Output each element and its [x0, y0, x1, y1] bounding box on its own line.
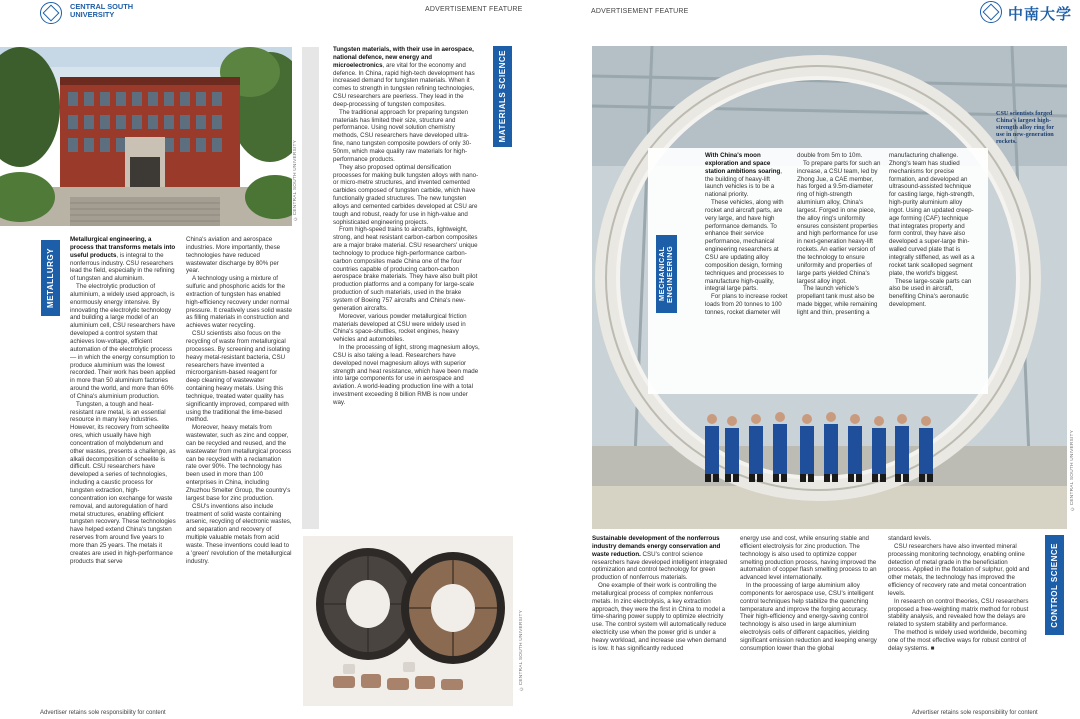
mechanical-column-1: With China's moon exploration and space station ambitions soaring, the building of heavy-lift launch vehicles is to be a national priority. These vehicles, along with rocket and aircraft parts, are very large, and have high performance demands. To enhance their service performance, mechanical engineering researchers at CSU are updating alloy composition design, forming techniques and processes to manufacture high-quality, integral large parts. For plans to increase rocket loads from 20 tonnes to 100 tonnes, rocket diameter will — [705, 152, 788, 316]
ring-photo-caption: CSU scientists forged China's largest high-strength alloy ring for use in new-generation rockets. — [996, 110, 1055, 145]
csu-logo-icon — [40, 2, 62, 24]
control-column-1: Sustainable development of the nonferrous industry demands energy conservation and waste reduction. CSU's control science researchers have developed intelligent integrated optimization and control technology for green production of nonferrous materials. One example of their work is controlling the metallurgical process of complex nonferrous metals. In zinc electrolysis, a key extraction approach, they were the first in China to model a time-sharing power supply to optimize electricity use. The control system will automatically reduce electricity use when the power grid is under a heavy workload, and increase use when demand is low. It has significantly reduced — [592, 535, 728, 652]
section-tab-materials-science: MATERIALS SCIENCE — [493, 46, 512, 147]
metallurgy-column-2: China's aviation and aerospace industries. More importantly, these technologies have reduced wastewater discharge by 80% per year. A technology using a mixture of sulfuric and phosphoric acids for the extraction of tungsten has enabled high-efficiency recovery under normal pressure. It creatively uses solid waste as filling materials in construction and achieves water recycling. CSU scientists also focus on the recycling of waste from metallurgical processes. By screening and isolating heavy metal-resistant bacteria, CSU researchers have invented a microorganism-based reagent for deep cleaning of wastewater containing heavy metals. Using this technique, treated water quality has significantly improved, compared with using the traditional the lime-based method. Moreover, heavy metals from wastewater, such as zinc and copper, can be recycled and reused, and the wastewater from metallurgical process can be recycled with a reclamation rate over 90%. The technology has been used in more than 100 enterprises in China, including Zhuzhou Smelter Group, the country's largest base for zinc production. CSU's inventions also include treatment of solid waste containing arsenic, recycling of electronic wastes, and separation and recovery of multiple valuable metals from acid waste. These inventions could lead to a 'green' revolution of the metallurgical industry. — [186, 236, 292, 565]
brake-disc-photo — [303, 536, 513, 706]
chinese-university-name: 中南大学 — [1008, 5, 1073, 23]
csu-logo-right-icon — [980, 1, 1002, 23]
footer-disclaimer-right: Advertiser retains sole responsibility for content — [912, 710, 1038, 716]
photo-credit-brake: ©CENTRAL SOUTH UNIVERSITY — [519, 610, 524, 691]
ad-feature-label-right: ADVERTISEMENT FEATURE — [591, 8, 689, 15]
side-panel-divider — [302, 47, 319, 529]
control-lead: Sustainable development of the nonferrous industry demands energy conservation and waste reduction. — [592, 535, 721, 558]
photo-credit-ring: ©CENTRAL SOUTH UNIVERSITY — [1070, 430, 1075, 511]
photo-credit-building: ©CENTRAL SOUTH UNIVERSITY — [293, 140, 298, 221]
footer-disclaimer-left: Advertiser retains sole responsibility for content — [40, 710, 166, 716]
mechanical-column-3: manufacturing challenge. Zhong's team has studied mechanisms for precise formation, and developed an ultrasound-assisted technique for casting large, high-strength, high-purity aluminium alloy ingot. Using an updated creep-age forming (CAF) technique that integrates property and form control, they have also developed a super-large thin-walled curved plate that is integrally stiffened, as well as a rocket tank scalloped segment plate, the world's biggest. These large-scale parts can also be used in aircraft, benefiting China's aeronautic development. — [889, 152, 975, 309]
section-tab-control-science: CONTROL SCIENCE — [1045, 535, 1064, 635]
control-column-3: standard levels. CSU researchers have also invented mineral processing monitoring technology, enabling online detection of metal grade in the beneficiation process. Applied in the flotation of sulphur, gold and other metals, the technology has improved the efficiency of recovery rate and metal concentration levels. In research on control theories, CSU researchers proposed a free-weighting matrix method for robust stability analysis, and revealed how the delays are related to system stability and performance. The method is widely used worldwide, becoming one of the most effective ways for robust control of delay systems. ■ — [888, 535, 1030, 652]
metallurgy-column-1: Metallurgical engineering, a process that transforms metals into useful products, is integral to the nonferrous industry. CSU researchers lead the field, especially in the refining of tungsten and aluminium. The electrolytic production of aluminium, a widely used approach, is enormously energy intensive. By innovating the electrolytic technology and building a large model of an aluminium cell, CSU researchers have developed a control system that achieves low-voltage, efficient automation of the electrolytic process — in which the energy consumption to produce aluminium was the lowest recorded. Their work has been applied in more than 50 aluminium factories around the world, and more than 60% of China's aluminium production. Tungsten, a tough and heat-resistant rare metal, is an essential resource in many key industries. However, its recovery from scheelite ores, which usually have high concentration of molybdenum and other wastes, presents a challenge, as alkali decomposition of scheelite is difficult. CSU researchers have developed a series of technologies, including a caustic process for tungsten extraction, high-concentration ion exchange for waste removal, and autoregulation of hard metal structures, enabling efficient tungsten recovery. These technologies have helped extend China's tungsten reserves from around five years to more than 25 years. The metals it creates are used in high-performance products that serve — [70, 236, 176, 565]
materials-lead: Tungsten materials, with their use in aerospace, national defence, new energy and microelectronics — [333, 46, 474, 69]
section-tab-mechanical-engineering: MECHANICAL ENGINEERING — [656, 235, 677, 313]
campus-building-photo — [0, 47, 292, 226]
mechanical-column-2: double from 5m to 10m. To prepare parts for such an increase, a CSU team, led by Zhong Jue, a CAE member, has forged a 9.5m-diameter ring of high-strength aluminium alloy, China's largest. Forged in one piece, the alloy ring's uniformity ensures consistent properties and high performance for use in next-generation heavy-lift rockets. An earlier version of the technology to ensure uniformity and properties of large parts yielded China's largest alloy ingot. The launch vehicle's propellant tank must also be made bigger, while remaining light and thin, presenting a — [797, 152, 881, 316]
ad-feature-label-left: ADVERTISEMENT FEATURE — [425, 6, 523, 13]
section-tab-metallurgy: METALLURGY — [41, 240, 60, 316]
metallurgy-lead: Metallurgical engineering, a process that transforms metals into useful products — [70, 236, 176, 259]
control-column-2: energy use and cost, while ensuring stable and efficient electrolysis for zinc production. The technology is also used to optimize copper smelting production process, having improved the automation of copper flash smelting process to an advanced level internationally. In the processing of large aluminium alloy components for aerospace use, CSU's intelligent control techniques help stabilize the quenching temperature and improve the forging accuracy. Their high-efficiency and energy-saving control technology is also used in large aluminium electrolysis cells of different capacities, yielding significant emission reduction and keeping energy consumption lower than the global — [740, 535, 877, 652]
materials-column: Tungsten materials, with their use in aerospace, national defence, new energy and microelectronics, are vital for the economy and defence. In China, rapid high-tech development has increased demand for tungsten materials. When it comes to strength in tungsten refining technologies, CSU researchers are peerless. They lead in the deep-processing of tungsten composites. The traditional approach for preparing tungsten materials has limited their size, structure and performance. Using novel solution chemistry methods, CSU researchers have developed ultra-fine, nano tungsten composite powders of only 30-50nm, which make quality raw materials for high-performance products. They also proposed optimal densification processes for making bulk tungsten alloys with nano- or micro-metre structures, and invented cemented carbides composed of tungsten carbide, which have functionally graded structures. The new tungsten alloys and cemented carbides developed at CSU are tough and robust, ready for use in high-value and sophisticated engineering projects. From high-speed trains to aircrafts, lightweight, strong, and heat resistant carbon-carbon composites are a major brake material. CSU researchers' unique technology to produce high-performance carbon-carbon composites made China one of the four countries capable of producing carbon-carbon aerospace brake materials. They have also built pilot production platforms and a company for large-scale production of such materials, used in the brake system of Boeing 757 aircrafts and China's new-generation aircrafts. Moreover, various powder metallurgical friction materials developed at CSU were widely used in China's space-shuttles, rocket engines, heavy vehicles and automobiles. In the processing of light, strong magnesium alloys, CSU is also taking a lead. Researchers have developed novel magnesium alloys with superior strength and heat resistance, which have been made into large components for use in aerospace and aviation. A world-leading production line with a total investment exceeding 8 billion RMB is now under way. — [333, 46, 480, 406]
mechanical-lead: With China's moon exploration and space station ambitions soaring — [705, 152, 781, 175]
university-name: CENTRAL SOUTH UNIVERSITY — [70, 2, 134, 20]
